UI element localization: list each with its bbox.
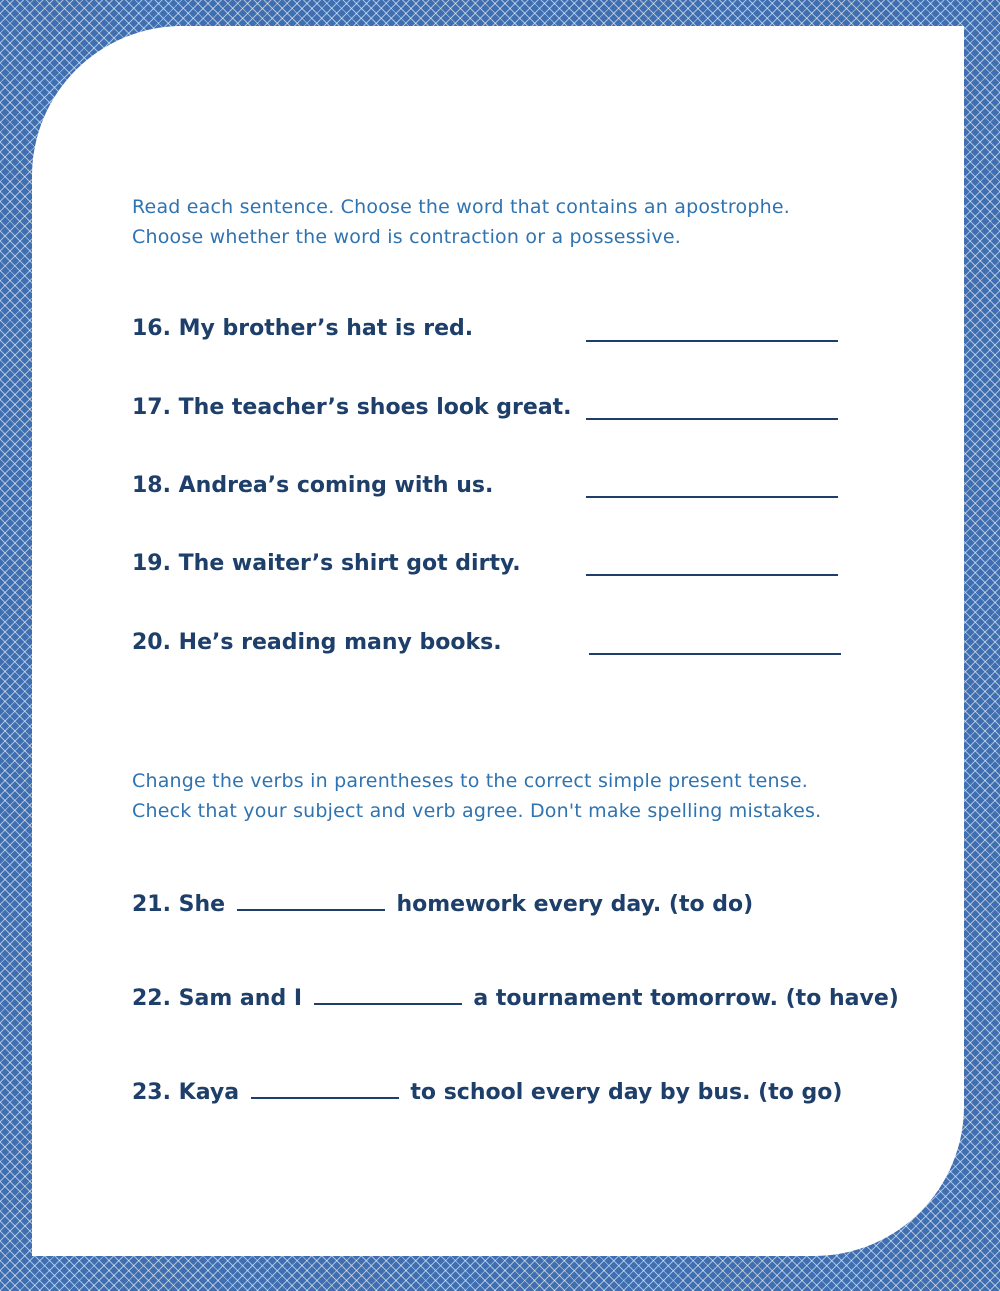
section2-instructions bbox=[132, 766, 821, 826]
answer-blank-19[interactable] bbox=[586, 574, 838, 576]
question-22 bbox=[132, 983, 899, 1011]
instruction-line: Read each sentence. Choose the word that contains an apostrophe. bbox=[132, 196, 790, 218]
question-number: 16. bbox=[132, 316, 171, 341]
instruction-line: Check that your subject and verb agree. Don't make spelling mistakes. bbox=[132, 800, 822, 822]
question-20 bbox=[132, 630, 502, 655]
instruction-line: Change the verbs in parentheses to the correct simple present tense. bbox=[132, 770, 808, 792]
question-text: He’s reading many books. bbox=[178, 630, 502, 655]
answer-blank-21[interactable] bbox=[237, 889, 385, 911]
question-text: The teacher’s shoes look great. bbox=[178, 395, 572, 420]
question-text: The waiter’s shirt got dirty. bbox=[178, 551, 521, 576]
question-text-before: Kaya bbox=[178, 1080, 240, 1105]
question-17 bbox=[132, 395, 572, 420]
question-19 bbox=[132, 551, 521, 576]
question-18 bbox=[132, 473, 493, 498]
question-number: 22. bbox=[132, 986, 171, 1011]
question-text-before: She bbox=[178, 892, 226, 917]
question-23 bbox=[132, 1077, 842, 1105]
question-text: My brother’s hat is red. bbox=[178, 316, 474, 341]
question-text-before: Sam and I bbox=[178, 986, 303, 1011]
question-number: 19. bbox=[132, 551, 171, 576]
section1-instructions bbox=[132, 192, 790, 252]
question-21 bbox=[132, 889, 753, 917]
answer-blank-18[interactable] bbox=[586, 496, 838, 498]
question-text-after: homework every day. (to do) bbox=[396, 892, 754, 917]
question-16 bbox=[132, 316, 473, 341]
question-number: 23. bbox=[132, 1080, 171, 1105]
question-number: 20. bbox=[132, 630, 171, 655]
question-text-after: to school every day by bus. (to go) bbox=[410, 1080, 843, 1105]
answer-blank-22[interactable] bbox=[314, 983, 462, 1005]
instruction-line: Choose whether the word is contraction or a possessive. bbox=[132, 226, 681, 248]
question-number: 21. bbox=[132, 892, 171, 917]
question-text-after: a tournament tomorrow. (to have) bbox=[473, 986, 899, 1011]
answer-blank-23[interactable] bbox=[251, 1077, 399, 1099]
question-number: 17. bbox=[132, 395, 171, 420]
question-number: 18. bbox=[132, 473, 171, 498]
answer-blank-17[interactable] bbox=[586, 418, 838, 420]
question-text: Andrea’s coming with us. bbox=[178, 473, 494, 498]
answer-blank-16[interactable] bbox=[586, 340, 838, 342]
answer-blank-20[interactable] bbox=[589, 653, 841, 655]
